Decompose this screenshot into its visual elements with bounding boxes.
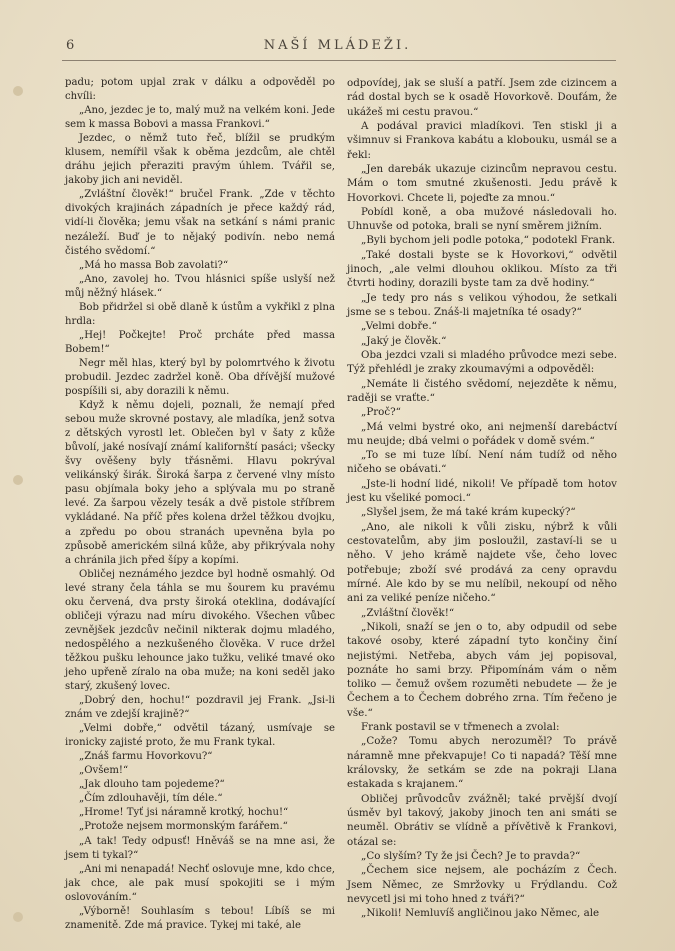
paragraph: „Má ho massa Bob zavolati?“ (79, 259, 229, 271)
paragraph: Pobídl koně, a oba mužové následovali ho. Uhnuvše od potoka, brali se nyní směrem jižním. (347, 205, 617, 233)
paragraph: A podával pravici mladíkovi. Ten stiskl ji a všimnuv si Frankova kabátu a klobouku, usmál se a řekl: (347, 119, 617, 161)
paragraph: „Byli bychom jeli podle potoka,“ podotekl Frank. (361, 234, 616, 247)
paragraph: padu; potom upjal zrak v dálku a odpověděl po chvíli: (65, 77, 335, 103)
paragraph: „Hej! Počkejte! Proč prcháte před massa Bobem!“ (65, 329, 335, 355)
paragraph: „Jen darebák ukazuje cizincům nepravou cestu. Mám o tom smutné zkušenosti. Jedu právě k Hovorkovi. Chcete li, pojeďte za mnou.“ (347, 162, 617, 204)
paragraph: „Má velmi bystré oko, ani nejmenší darebáctví mu neujde; dbá velmi o pořádek v domě svém.“ (347, 420, 617, 447)
paragraph: „Čím zdlouhavěji, tím déle.“ (79, 793, 223, 805)
paragraph: Oba jezdci vzali si mladého průvodce mezi sebe. Týž přehlédl je zraky zkoumavými a odpověděl: (347, 348, 617, 376)
paragraph: Obličej neznámého jezdce byl hodně osmahlý. Od levé strany čela táhla se mu šourem ku pravému oku červená, dva prsty široká oteklina, dodávající obličeji výrazu nad míru divokého. Všechen vůbec zevnějšek jezdcův nečinil nikterak dojmu mladého, nedospělého a nezkušeného člověka. V ruce držel těžkou pušku lehounce jako tužku, veliké tmavé oko jeho upřeně zíralo na oba muže; na koni seděl jako starý, zkušený lovec. (65, 568, 335, 693)
paragraph: „Jaký je člověk.“ (361, 334, 447, 347)
binding-hole (13, 475, 23, 485)
paragraph: „Nikoli, snaží se jen o to, aby odpudil od sebe takové osoby, které západní tyto končiny činí nejistými. Netřeba, abych vám jej popisoval, poznáte ho sami brzy. Připomínám vám o něm toliko — čemuž ovšem rozuměti nebudete — že je Čechem a to Čechem dobrého zrna. Tím řečeno je vše.“ (347, 620, 617, 719)
paragraph: „Výborně! Souhlasím s tebou! Líbíš se mi znamenitě. Zde má pravice. Tykej mi také, ale (65, 905, 335, 931)
paragraph: „To se mi tuze líbí. Není nám tudíž od něho ničeho se obávati.“ (347, 449, 617, 476)
paragraph: „Dobrý den, hochu!“ pozdravil jej Frank. „Jsi-li znám ve zdejší krajině?“ (65, 695, 335, 721)
right-column (347, 76, 617, 920)
paragraph: „Zvláštní člověk!“ (361, 606, 455, 619)
paragraph: „Velmi dobře.“ (361, 320, 437, 333)
paragraph: „A tak! Tedy odpusť! Hněváš se na mne asi, že jsem ti tykal?“ (65, 835, 335, 861)
paragraph: „Hrome! Tyť jsi náramně krotký, hochu!“ (79, 807, 289, 819)
paragraph: „Ovšem!“ (79, 765, 129, 777)
paragraph: Bob přidržel si obě dlaně k ústům a vykřikl z plna hrdla: (65, 301, 335, 327)
paragraph: „Ano, zavolej ho. Tvou hlásnici spíše uslyší než můj něžný hlásek.“ (65, 273, 335, 299)
paragraph: „Čechem sice nejsem, ale pocházím z Čech. Jsem Němec, ze Smržovky u Frýdlandu. Což nevycetl jsi mi toho hned z tváři?“ (347, 864, 617, 905)
paragraph: „Znáš farmu Hovorkovu?“ (79, 751, 213, 763)
paragraph: Když k němu dojeli, poznali, že nemají před sebou muže skrovné postavy, ale mladíka, jenž sotva z dětských vyrostl let. Oblečen byl v šaty z kůže bůvolí, jaké nosívají známí kalifornští pasáci; všecky švy ověšeny byly třásněmi. Hlavu pokrýval velikánský širák. Široká šarpa z červené vlny místo pasu objímala boky jeho a splývala mu po straně levé. Za šarpou vězely tesák a dvě pistole stříbrem vykládané. Na příč přes kolena držel těžkou dvojku, a zpředu po obou stranách upevněna byla po způsobě americkém silná kůže, aby přikrývala nohy a chránila jich před šípy a kopími. (65, 400, 335, 566)
left-column (65, 76, 335, 933)
binding-hole (13, 912, 23, 922)
paragraph: „Velmi dobře,“ odvětil tázaný, usmívaje se ironicky zajisté proto, že mu Frank tykal. (65, 723, 335, 749)
paragraph: „Slyšel jsem, že má také krám kupecký?“ (361, 506, 576, 519)
paragraph: „Nemáte li čistého svědomí, nejezděte k němu, raději se vraťte.“ (347, 377, 617, 404)
paragraph: Frank postavil se v třmenech a zvolal: (361, 721, 560, 734)
paragraph: „Co slyším? Ty že jsi Čech? Je to pravda?“ (361, 849, 581, 862)
header-rule (62, 60, 616, 61)
paragraph: „Jak dlouho tam pojedeme?“ (79, 779, 225, 791)
paragraph: odpovídej, jak se sluší a patří. Jsem zde cizincem a rád dostal bych se k osadě Hovorkově. Doufám, že ukážeš mi cestu pravou.“ (347, 77, 617, 118)
paragraph: „Je tedy pro nás s velikou výhodou, že setkali jsme se s tebou. Znáš-li majetníka té osady?“ (347, 291, 617, 318)
paragraph: „Ano, jezdec je to, malý muž na velkém koni. Jede sem k massa Bobovi a massa Frankovi.“ (65, 105, 335, 131)
binding-hole (13, 86, 23, 96)
paragraph: „Zvláštní člověk!“ bručel Frank. „Zde v těchto divokých krajinách západních je přece každý rád, vidí-li člověka; jemu však na setkání s námi pranic nezáleží. Buď je to nějaký podivín. nebo nemá čistého svědomí.“ (65, 189, 335, 257)
paragraph: „Ani mi nenapadá! Nechť oslovuje mne, kdo chce, jak chce, ale pak musí spokojiti se i mým oslovováním.“ (65, 863, 335, 903)
paragraph: „Nikoli! Nemluvíš angličinou jako Němec, ale (361, 907, 600, 920)
paragraph: „Také dostali byste se k Hovorkovi,“ odvětil jinoch, „ale velmi dlouhou oklikou. Místo za tři čtvrti hodiny, dorazili byste tam za dvě hodiny.“ (347, 248, 617, 290)
paragraph: „Proč?“ (361, 406, 401, 419)
paragraph: „Protože nejsem mormonským farářem.“ (79, 821, 288, 833)
running-header: NAŠÍ MLÁDEŽI. (263, 38, 412, 53)
paragraph: Jezdec, o němž tuto řeč, blížil se prudkým klusem, nemířil však k oběma jezdcům, ale chtěl dráhu jejich přeraziti pravým úhlem. Tvářil se, jakoby jich ani neviděl. (65, 133, 335, 187)
paragraph: Negr měl hlas, který byl by polomrtvého k životu probudil. Jezdec zadržel koně. Oba dřívější mužové pospíšili si, aby dorazili k němu. (65, 357, 335, 398)
page-number: 6 (66, 38, 75, 53)
paragraph: „Ano, ale nikoli k vůli zisku, nýbrž k vůli cestovatelům, aby jim posloužil, zastaví-li se u něho. V jeho krámě najdete vše, čeho lovec potřebuje; zboží své prodává za ceny opravdu mírné. Ale kdo by se mu nelíbil, nekoupí od něho ani za veliké peníze ničeho.“ (347, 520, 617, 605)
paragraph: „Jste-li hodní lidé, nikoli! Ve případě tom hotov jest ku všeliké pomoci.“ (347, 477, 617, 505)
paragraph: „Cože? Tomu abych nerozuměl? To právě náramně mne překvapuje! Co ti napadá? Těší mne královsky, že setkám se zde na pokraji Llana estakada s krajanem.“ (347, 735, 617, 791)
paragraph: Obličej průvodcův zvážněl; také prvější dvojí úsměv byl takový, jakoby jinoch ten ani smáti se neuměl. Obrátiv se vlídně a přívětivě k Frankovi, otázal se: (347, 792, 617, 848)
